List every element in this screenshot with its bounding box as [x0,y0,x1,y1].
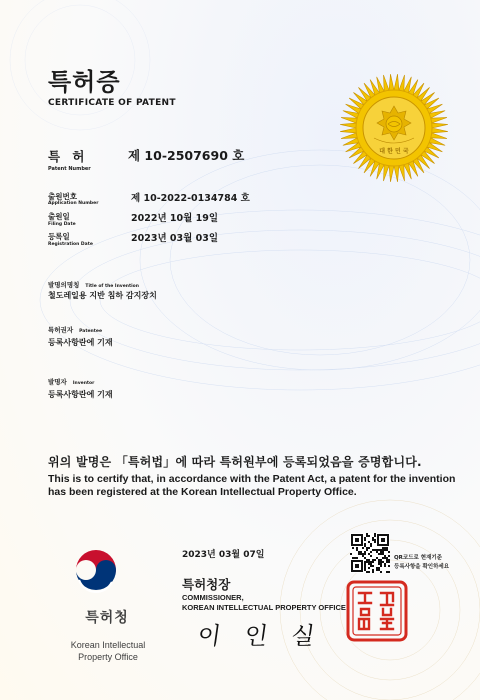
inventor-label [48,377,94,386]
commissioner-title: 특허청장 [182,577,231,592]
issue-date: 2023년 03월 07일 [182,550,265,560]
filing-date-label: 출원일 [48,212,70,221]
gold-seal-emblem [338,72,450,184]
patent-label-en: Patent Number [48,166,91,172]
commissioner-signature: 이 인 실 [195,622,325,650]
invention-title-label-ko: 발명의명칭 [48,281,80,289]
patentee-label-en: Patentee [79,329,103,334]
inventor-value: 등록사항란에 기재 [48,390,113,399]
seal-text: 대 한 민 국 [379,148,409,155]
registration-date: 2023년 03월 03일 [131,233,219,244]
patentee-label [48,325,102,334]
declaration-en: This is to certify that, in accordance with the Patent Act, a patent for the invention has been registered at the Korean Intellectual Property Office. [48,473,456,498]
application-number-label: 출원번호 [48,192,77,201]
official-stamp [345,579,409,643]
kipo-taeguk-logo [72,546,120,594]
patentee-value: 등록사항란에 기재 [48,338,113,347]
commissioner-title-en [182,593,346,613]
inventor-label-ko: 발명자 [48,378,67,386]
patentee-label-ko: 특허권자 [48,326,74,334]
qr-note [394,554,449,572]
office-name-en [38,639,178,663]
declaration-ko: 위의 발명은 「특허법」에 따라 특허원부에 등록되었음을 증명합니다. [48,455,422,469]
office-name-en-line2: Property Office [78,652,138,662]
registration-date-label: 등록일 [48,232,70,241]
commissioner-title-en-line2: KOREAN INTELLECTUAL PROPERTY OFFICE [182,603,346,612]
patent-number: 제 10-2507690 호 [128,148,245,163]
qr-note-line2: 등록사항을 확인하세요 [394,564,450,570]
application-number: 제 10-2022-0134784 호 [131,193,250,204]
commissioner-title-en-line1: COMMISSIONER, [182,593,244,602]
qr-note-line1: QR코드로 현재기준 [394,555,443,561]
patent-label: 특 허 [48,149,89,164]
certificate-title: 특허증 [48,68,121,96]
registration-date-label-en: Registration Date [48,242,93,247]
inventor-label-en: Inventor [72,381,95,386]
certificate-title-en: CERTIFICATE OF PATENT [48,98,176,108]
filing-date-label-en: Filing Date [48,222,76,227]
filing-date: 2022년 10월 19일 [131,213,219,224]
application-number-label-en: Application Number [48,201,99,206]
invention-title-label-en: Title of the Invention [85,284,139,289]
office-name: 특허청 [85,610,129,626]
invention-title-label [48,280,139,289]
qr-code[interactable] [350,533,390,573]
office-name-en-line1: Korean Intellectual [70,640,146,650]
invention-title: 철도레일용 지반 침하 감지장치 [48,291,157,300]
